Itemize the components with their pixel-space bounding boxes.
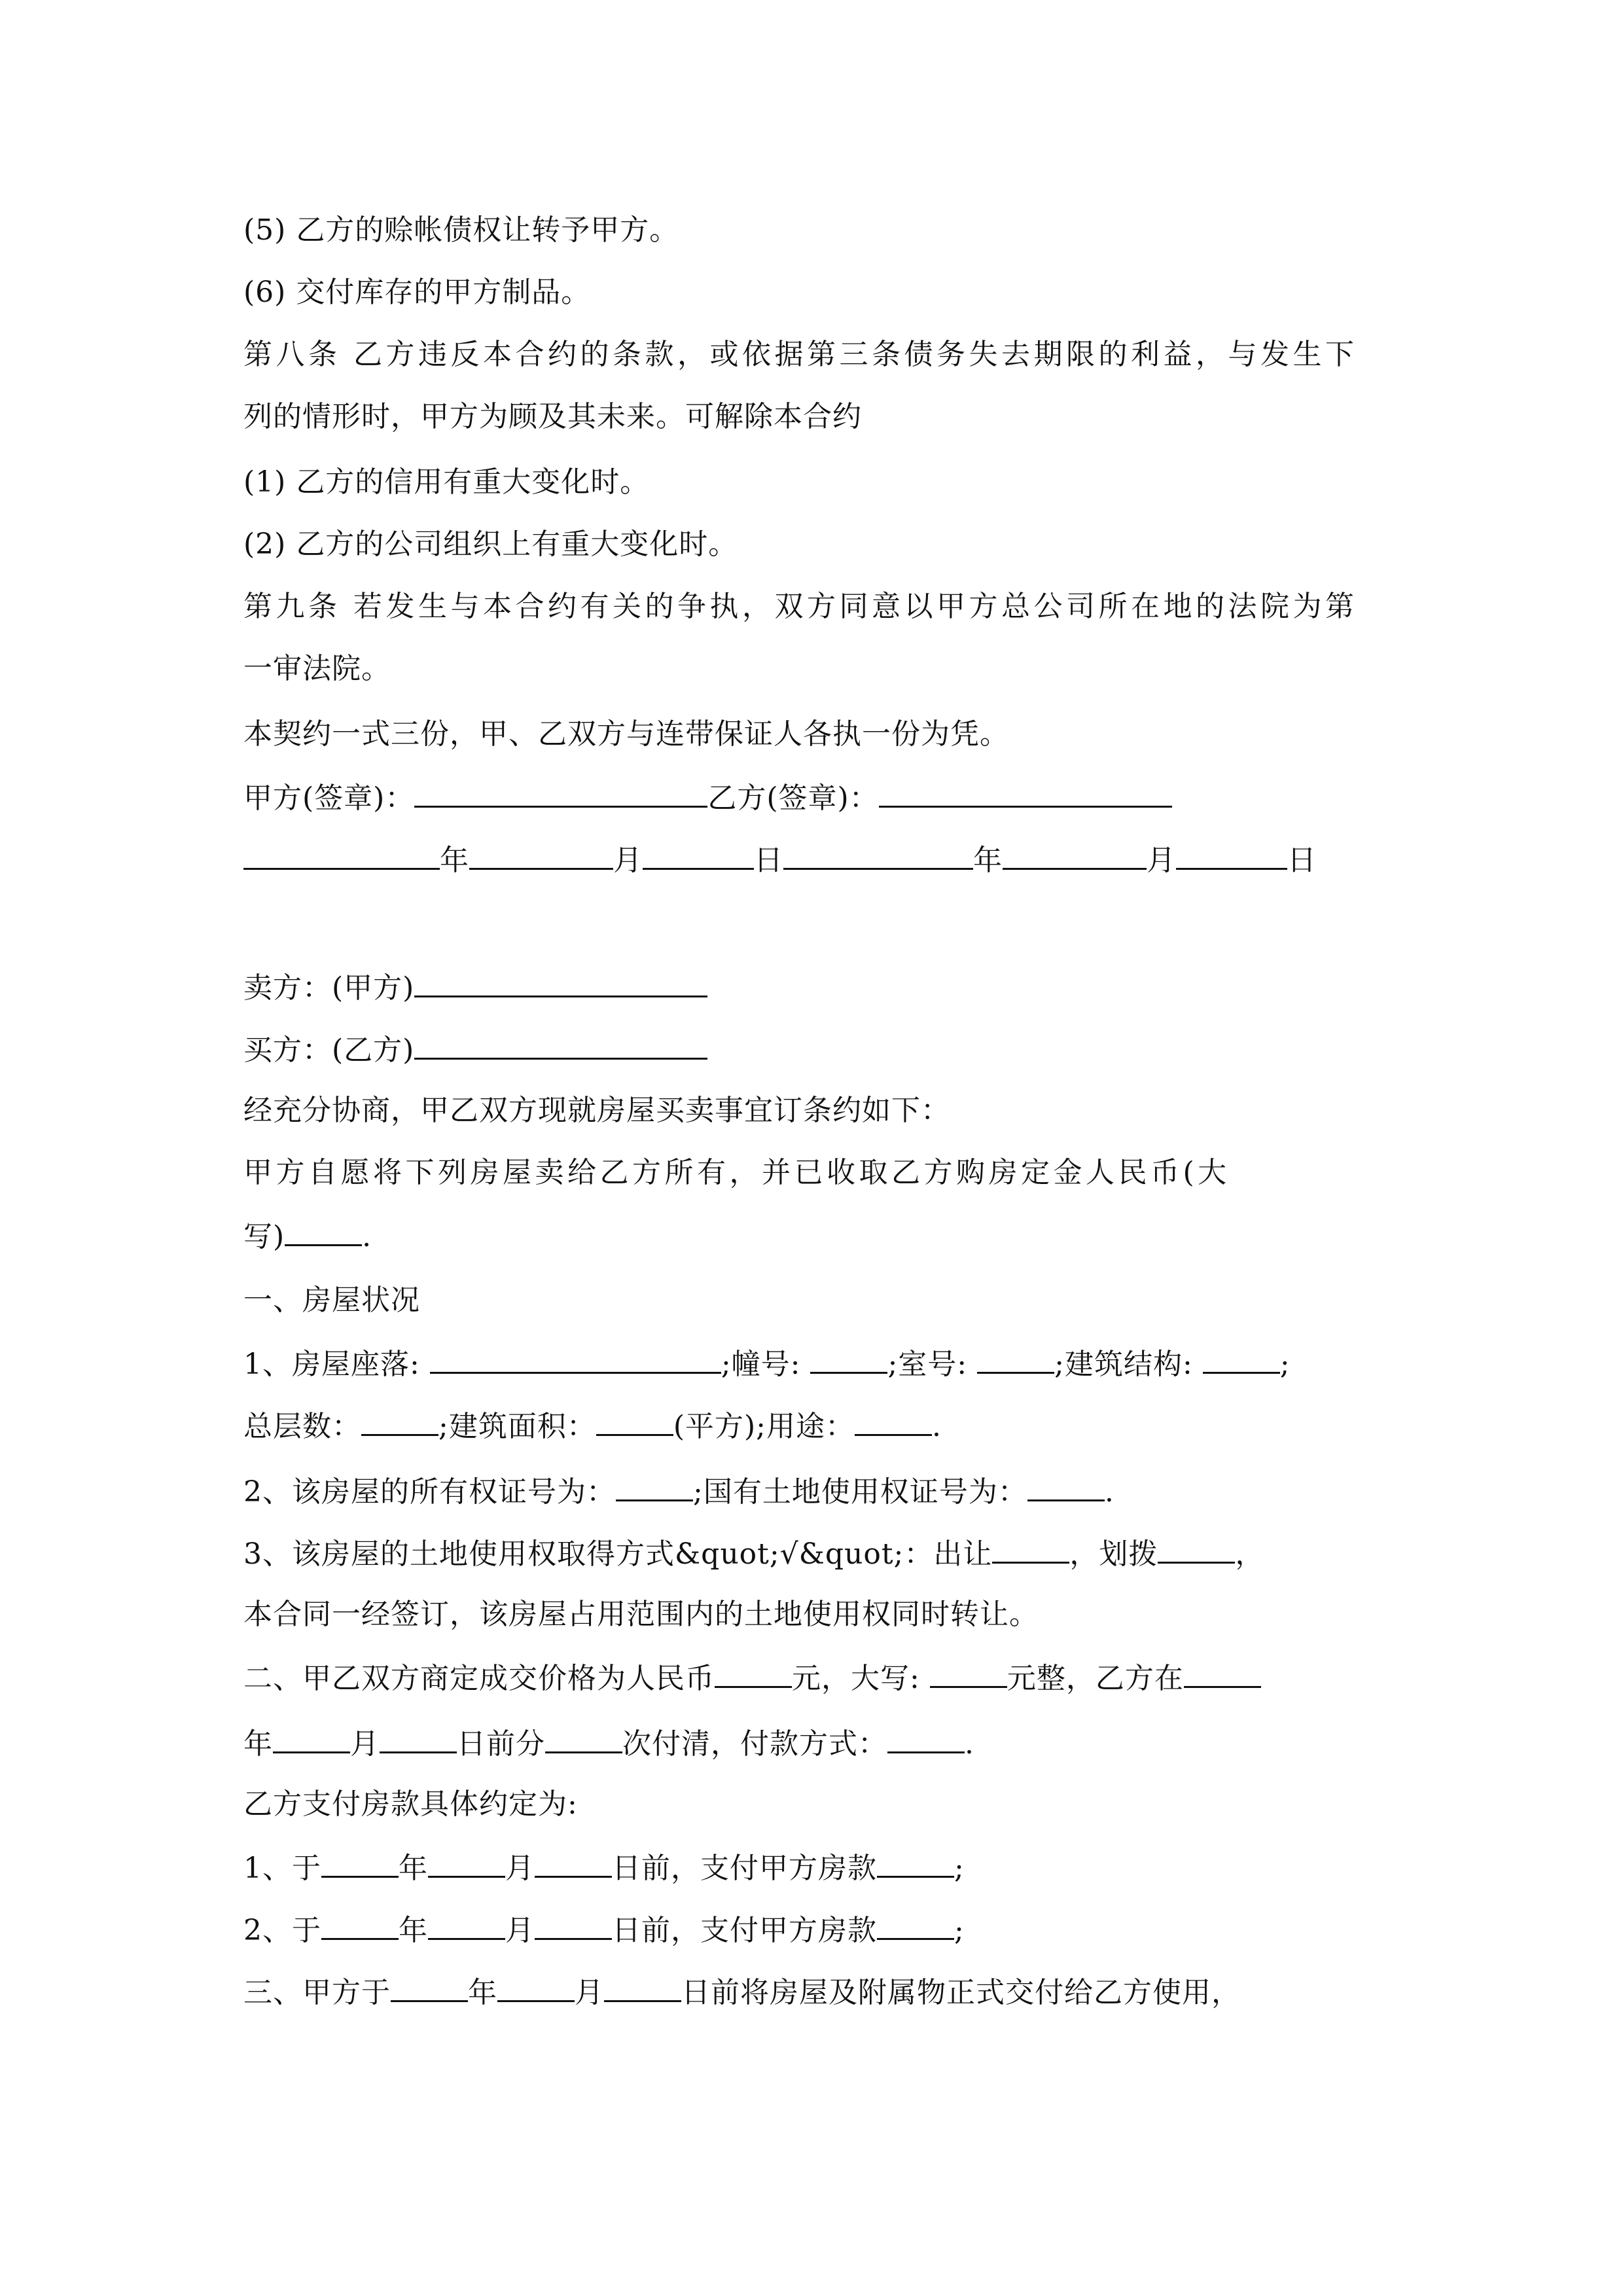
party-b-month-field[interactable]	[1003, 839, 1147, 870]
payment-month-field[interactable]	[273, 1723, 350, 1753]
payment-1-month-field[interactable]	[428, 1847, 505, 1878]
handover-month-field[interactable]	[497, 1971, 575, 2002]
handover-row	[243, 1971, 1395, 2013]
deposit-line-1: 甲方自愿将下列房屋卖给乙方所有，并已收取乙方购房定金人民币(大	[243, 1156, 1230, 1189]
buyer-field[interactable]	[414, 1029, 707, 1060]
clause-9-line-1: 第九条 若发生与本合约有关的争执，双方同意以甲方总公司所在地的法院为第	[243, 590, 1358, 623]
deposit-amount-field[interactable]	[285, 1215, 362, 1246]
ownership-cert-field[interactable]	[616, 1471, 693, 1501]
payment-schedule-title: 乙方支付房款具体约定为:	[243, 1787, 578, 1821]
party-b-signature-label: 乙方(签章)：	[707, 781, 879, 815]
building-no-label: ;幢号:	[721, 1348, 801, 1381]
installments-field[interactable]	[545, 1723, 622, 1753]
month-label: 月	[505, 1914, 535, 1947]
building-no-field[interactable]	[810, 1343, 887, 1374]
party-b-year-field[interactable]	[783, 839, 973, 870]
clause-8-line-1: 第八条 乙方违反本合约的条款，或依据第三条债务失去期限的利益，与发生下	[243, 338, 1358, 371]
party-a-signature-field[interactable]	[414, 777, 707, 808]
year-label: 年	[440, 844, 469, 877]
period: .	[965, 1727, 974, 1761]
party-b-day-field[interactable]	[1176, 839, 1287, 870]
period: .	[931, 1410, 942, 1443]
month-label: 月	[613, 844, 643, 877]
house-location-row	[243, 1343, 1395, 1384]
clause-7-item-5: (5) 乙方的赊帐债权让转予甲方。	[243, 213, 679, 247]
room-no-label: ;室号:	[887, 1348, 968, 1381]
location-field[interactable]	[430, 1343, 721, 1374]
payment-2-row	[243, 1909, 1395, 1950]
floors-field[interactable]	[361, 1405, 438, 1436]
certificate-row	[243, 1471, 1395, 1512]
allocation-label: ，划拨	[1069, 1537, 1158, 1571]
period: .	[1104, 1475, 1115, 1509]
semicolon: ;	[954, 1914, 965, 1947]
pay-label: 日前，支付甲方房款	[612, 1852, 877, 1885]
section-1-title: 一、房屋状况	[243, 1283, 420, 1317]
deposit-label: 写)	[243, 1220, 285, 1253]
year-label: 年	[468, 1976, 497, 2009]
floors-label: 总层数：	[243, 1410, 361, 1443]
structure-field[interactable]	[1203, 1343, 1280, 1374]
clause-8-item-2: (2) 乙方的公司组织上有重大变化时。	[243, 528, 738, 561]
semicolon: ;	[1279, 1348, 1291, 1381]
party-a-year-field[interactable]	[243, 839, 440, 870]
payment-2-label: 2、于	[243, 1914, 321, 1947]
payment-1-row	[243, 1847, 1395, 1888]
signature-row	[243, 777, 1395, 818]
payment-method-field[interactable]	[887, 1723, 965, 1753]
area-label: ;建筑面积：	[438, 1410, 596, 1443]
clause-9-line-2: 一审法院。	[243, 652, 391, 685]
payment-2-year-field[interactable]	[321, 1909, 399, 1940]
land-cert-field[interactable]	[1027, 1471, 1105, 1501]
day-label: 日	[1287, 844, 1317, 877]
party-a-day-field[interactable]	[643, 839, 754, 870]
payment-1-day-field[interactable]	[535, 1847, 612, 1878]
payment-terms-row	[243, 1723, 1395, 1764]
payment-year-field[interactable]	[1184, 1657, 1261, 1688]
area-field[interactable]	[596, 1405, 673, 1436]
buyer-in-label: 元整，乙方在	[1007, 1662, 1184, 1695]
seller-label: 卖方：(甲方)	[243, 971, 415, 1005]
month-label: 月	[1147, 844, 1176, 877]
seller-field[interactable]	[414, 967, 707, 997]
payment-2-amount-field[interactable]	[877, 1909, 954, 1940]
handover-label: 三、甲方于	[243, 1976, 391, 2009]
land-cert-label: ;国有土地使用权证号为：	[693, 1475, 1027, 1509]
party-b-signature-field[interactable]	[879, 777, 1172, 808]
price-label: 二、甲乙双方商定成交价格为人民币	[243, 1662, 715, 1695]
copies-statement: 本契约一式三份，甲、乙双方与连带保证人各执一份为凭。	[243, 717, 1009, 751]
price-words-field[interactable]	[930, 1657, 1007, 1688]
clause-8-line-2: 列的情形时，甲方为顾及其未来。可解除本合约	[243, 400, 862, 433]
installments-label: 日前分	[457, 1727, 545, 1761]
clause-8-item-1: (1) 乙方的信用有重大变化时。	[243, 465, 650, 499]
transfer-field[interactable]	[992, 1533, 1069, 1564]
payment-2-day-field[interactable]	[535, 1909, 612, 1940]
year-label: 年	[399, 1914, 428, 1947]
house-details-row	[243, 1405, 1395, 1446]
location-label: 1、房屋座落:	[243, 1348, 420, 1381]
pay-label: 日前，支付甲方房款	[612, 1914, 877, 1947]
payment-1-amount-field[interactable]	[877, 1847, 954, 1878]
buyer-row	[243, 1029, 1395, 1070]
allocation-field[interactable]	[1158, 1533, 1235, 1564]
handover-day-field[interactable]	[604, 1971, 681, 2002]
price-row	[243, 1657, 1395, 1698]
payment-day-field[interactable]	[380, 1723, 457, 1753]
party-a-month-field[interactable]	[469, 839, 613, 870]
signature-date-row	[243, 839, 1395, 880]
ownership-cert-label: 2、该房屋的所有权证号为：	[243, 1475, 616, 1509]
price-field[interactable]	[715, 1657, 792, 1688]
structure-label: ;建筑结构:	[1054, 1348, 1193, 1381]
price-words-label: 元，大写:	[792, 1662, 920, 1695]
period: .	[362, 1220, 372, 1253]
land-use-row	[243, 1533, 1395, 1574]
year-label: 年	[399, 1852, 428, 1885]
usage-field[interactable]	[855, 1405, 932, 1436]
seller-row	[243, 967, 1395, 1008]
room-no-field[interactable]	[977, 1343, 1054, 1374]
payment-2-month-field[interactable]	[428, 1909, 505, 1940]
buyer-label: 买方：(乙方)	[243, 1033, 415, 1067]
month-label: 月	[350, 1727, 380, 1761]
month-label: 月	[505, 1852, 535, 1885]
day-label: 日	[754, 844, 783, 877]
handover-year-field[interactable]	[391, 1971, 468, 2002]
year-label: 年	[973, 844, 1003, 877]
agreement-intro: 经充分协商，甲乙双方现就房屋买卖事宜订条约如下：	[243, 1094, 950, 1127]
land-use-transfer: 本合同一经签订，该房屋占用范围内的土地使用权同时转让。	[243, 1598, 1039, 1631]
month-label: 月	[575, 1976, 604, 2009]
payment-1-year-field[interactable]	[321, 1847, 399, 1878]
clause-7-item-6: (6) 交付库存的甲方制品。	[243, 276, 591, 309]
handover-text: 日前将房屋及附属物正式交付给乙方使用，	[681, 1976, 1241, 2009]
semicolon: ;	[954, 1852, 965, 1885]
deposit-line-2	[243, 1215, 1395, 1257]
comma: ，	[1235, 1537, 1265, 1571]
year-label: 年	[243, 1727, 273, 1761]
land-use-method-label: 3、该房屋的土地使用权取得方式&quot;√&quot;：出让	[243, 1537, 993, 1571]
party-a-signature-label: 甲方(签章)：	[243, 781, 415, 815]
payment-method-label: 次付清，付款方式：	[622, 1727, 887, 1761]
payment-1-label: 1、于	[243, 1852, 321, 1885]
usage-label: (平方);用途：	[673, 1410, 855, 1443]
